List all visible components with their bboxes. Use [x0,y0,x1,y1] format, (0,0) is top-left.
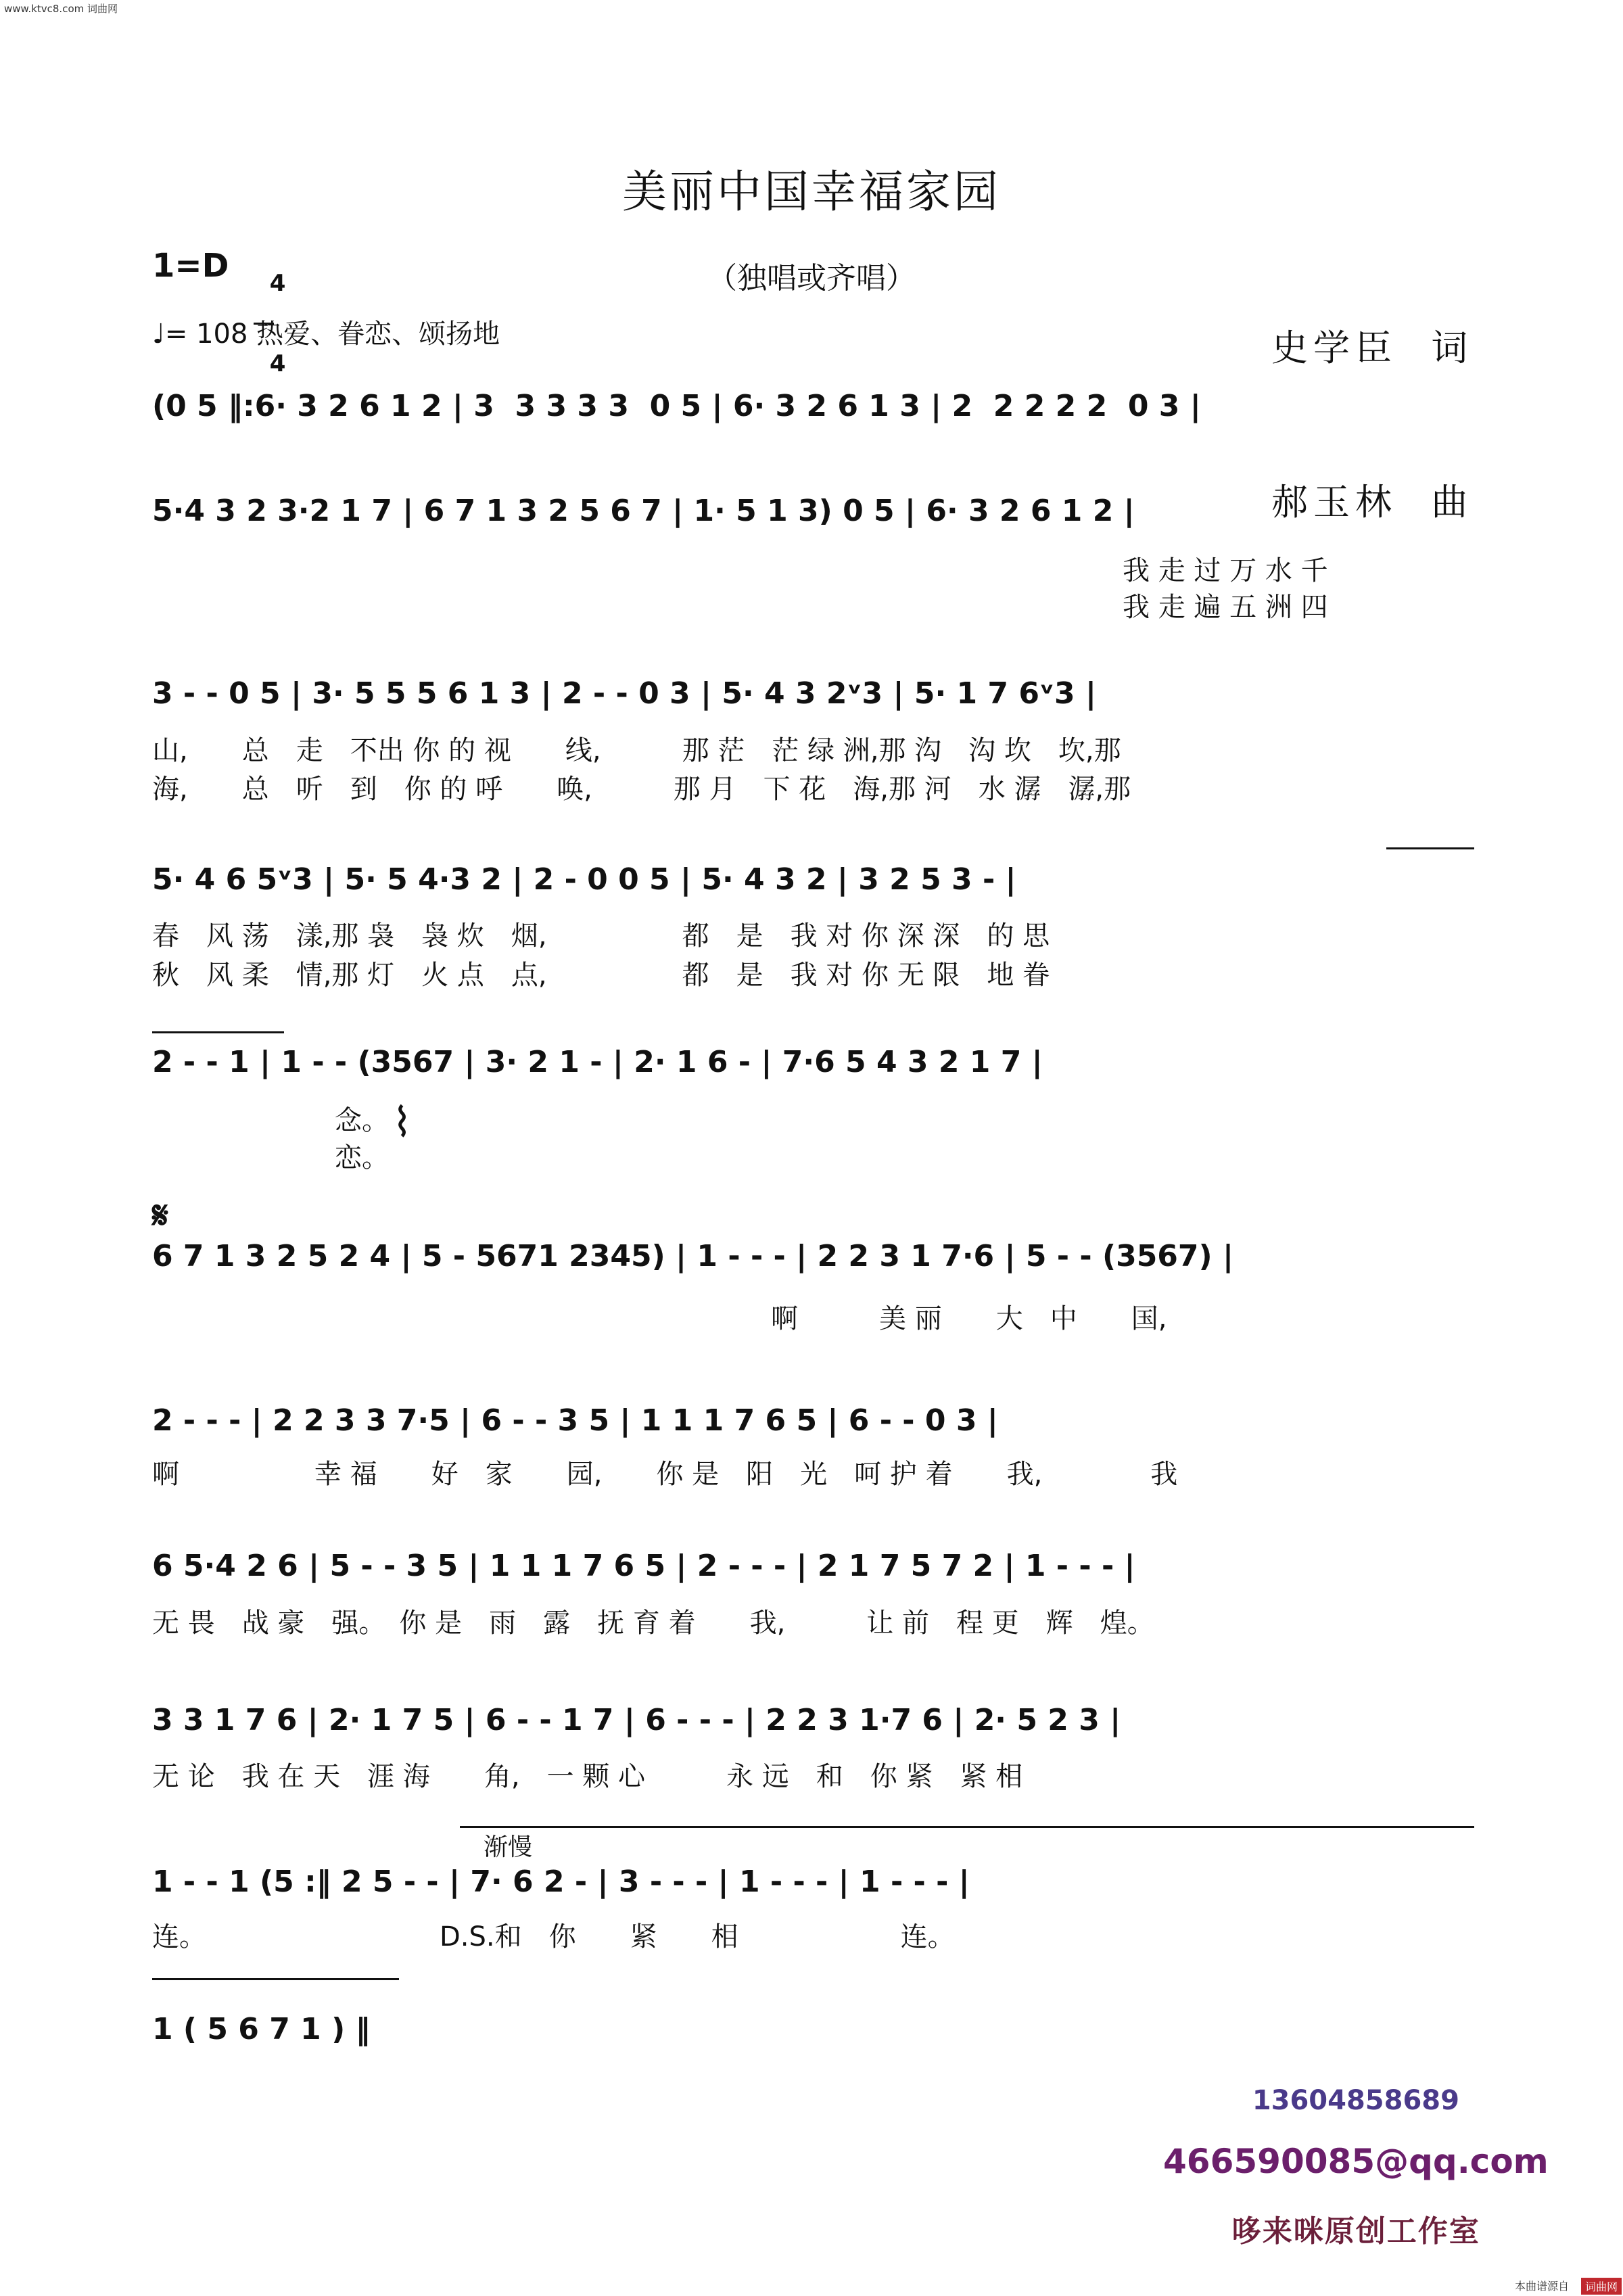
brace-icon: ⌇ [392,1099,413,1146]
score-line-11: 1 ( 5 6 7 1 ) ‖ [152,2012,371,2046]
score-line-3: 3 - - 0 5 | 3· 5 5 5 6 1 3 | 2 - - 0 3 | 5· 4 3 2ᵛ3 | 5· 1 7 6ᵛ3 | [152,676,1097,711]
gradual-slowing-marking: 渐慢 [484,1833,533,1861]
lyric-line-7: 啊 幸 福 好 家 园, 你 是 阳 光 呵 护 着 我, 我 [152,1459,1178,1490]
tie-line [1386,847,1474,849]
lyric-line-10: 连。 [152,1921,206,1952]
score-line-1: (0 5 ‖:6· 3 2 6 1 2 | 3 3 3 3 3 0 5 | 6· 3 2 6 1 3 | 2 2 2 2 2 0 3 | [152,389,1201,423]
lyric-line-4-verse-1: 春 风 荡 漾,那 袅 袅 炊 烟, 都 是 我 对 你 深 深 的 思 [152,920,1050,952]
score-line-4: 5· 4 6 5ᵛ3 | 5· 5 4·3 2 | 2 - 0 0 5 | 5· 4 3 2 | 3 2 5 3 - | [152,862,1016,897]
score-line-6: 6 7 1 3 2 5 2 4 | 5 - 5671 2345) | 1 - - - | 2 2 3 1 7·6 | 5 - - (3567) | [152,1239,1234,1273]
tempo-marking: ♩= 108 热爱、眷恋、颂扬地 [152,319,500,350]
lyric-line-5-verse-2: 恋。 [335,1142,389,1173]
footer-site-badge[interactable]: 词曲网 [1581,2278,1622,2295]
watermark-qq: 466590085@qq.com [1163,2142,1549,2181]
tie-line [152,1031,284,1033]
composer-credit: 郝玉林 曲 [1271,481,1474,523]
lyric-line-8: 无 畏 战 豪 强。 你 是 雨 露 抚 育 着 我, 让 前 程 更 辉 煌。 [152,1608,1154,1639]
score-line-7: 2 - - - | 2 2 3 3 7·5 | 6 - - 3 5 | 1 1 1 7 6 5 | 6 - - 0 3 | [152,1403,998,1438]
lyric-line-9: 无 论 我 在 天 涯 海 角, 一 颗 心 永 远 和 你 紧 紧 相 [152,1761,1023,1792]
lyric-line-6: 啊 美 丽 大 中 国, [771,1303,1167,1334]
score-line-8: 6 5·4 2 6 | 5 - - 3 5 | 1 1 1 7 6 5 | 2 - - - | 2 1 7 5 7 2 | 1 - - - | [152,1549,1135,1583]
dal-segno-lyric: D.S.和 你 紧 相 连。 [440,1921,955,1952]
lyric-line-3-verse-1: 山, 总 走 不出 你 的 视 线, 那 茫 茫 绿 洲,那 沟 沟 坎 坎,那 [152,735,1121,766]
footer-source-text: 本曲谱源自 [1514,2280,1569,2293]
watermark-studio: 哆来咪原创工作室 [1231,2214,1480,2249]
volta-line [152,1978,399,1980]
time-signature-top: 4 [269,270,286,297]
studio-watermark [1163,2059,1549,2263]
lyric-line-2-verse-2: 我 走 遍 五 洲 四 [1123,592,1328,623]
lyric-line-2-verse-1: 我 走 过 万 水 千 [1123,555,1328,586]
song-title: 美丽中国幸福家园 [622,166,1001,218]
key-signature: 1=D [152,247,229,285]
score-line-10: 1 - - 1 (5 :‖ 2 5 - - | 7· 6 2 - | 3 - - - | 1 - - - | 1 - - - | [152,1865,970,1899]
segno-icon: 𝄋 [152,1194,169,1238]
lyric-line-5-verse-1: 念。 [335,1105,389,1136]
score-line-2: 5·4 3 2 3·2 1 7 | 6 7 1 3 2 5 6 7 | 1· 5 1 3) 0 5 | 6· 3 2 6 1 2 | [152,494,1135,528]
lyric-line-4-verse-2: 秋 风 柔 情,那 灯 火 点 点, 都 是 我 对 你 无 限 地 眷 [152,960,1050,991]
site-url: www.ktvc8.com 词曲网 [4,3,118,15]
score-line-9: 3 3 1 7 6 | 2· 1 7 5 | 6 - - 1 7 | 6 - - - | 2 2 3 1·7 6 | 2· 5 2 3 | [152,1703,1121,1737]
subtitle: （独唱或齐唱） [707,261,916,296]
lyricist-credit: 史学臣 词 [1271,327,1474,369]
lyric-line-3-verse-2: 海, 总 听 到 你 的 呼 唤, 那 月 下 花 海,那 河 水 潺 潺,那 [152,774,1131,805]
watermark-phone: 13604858689 [1252,2085,1459,2116]
volta-line [460,1826,1474,1828]
score-line-5: 2 - - 1 | 1 - - (3567 | 3· 2 1 - | 2· 1 6 - | 7·6 5 4 3 2 1 7 | [152,1045,1043,1079]
time-signature-bottom: 4 [269,350,286,377]
